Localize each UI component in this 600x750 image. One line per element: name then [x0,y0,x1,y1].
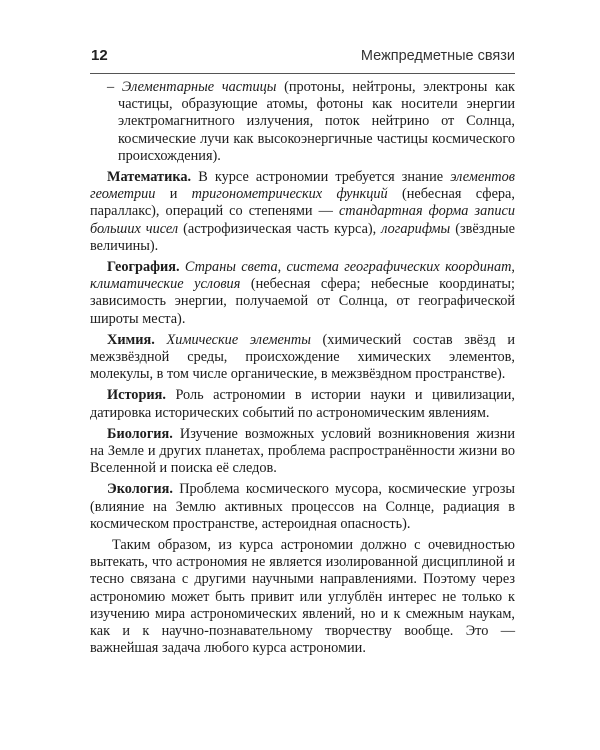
particles-list-item [90,79,515,165]
text-fragment: В курсе астрономии требуется знание [191,169,451,186]
particles-term: Элементарные частицы [121,79,277,95]
paragraph-geography [90,259,515,328]
particles-text: (протоны, нейтроны, электроны как частицы, образующие атомы, фотоны как носители энергии электромагнитного излучения, поток нейтрино от Солнца, космические лучи как высокоэнергичные частицы космического происхождения). [118,79,516,164]
text-fragment: , [511,259,515,276]
page-number: 12 [91,47,108,64]
text-fragment: , [277,259,287,276]
heading-geography: География. [107,259,180,276]
paragraph-history [90,387,515,421]
paragraph-mathematics [90,169,515,255]
heading-history: История. [107,387,166,404]
list-dash: – [107,79,115,95]
text-fragment: Проблема космического мусора, космические угрозы (влияние на Землю активных процессов на Солнце, радиация в космическом пространстве, астероидная опасность). [90,481,515,532]
paragraph-chemistry [90,332,515,384]
text-fragment: Изучение возможных условий возникновения жизни на Земле и других планетах, проблема распространённости жизни во Вселенной и поиска её следов. [90,425,515,477]
page-header [90,47,515,69]
text-fragment: Роль астрономии в истории науки и цивилизации, датировка исторических событий по астрономическим явлениям. [90,387,515,421]
paragraph-ecology [90,481,515,533]
italic-term: климатические условия [90,276,241,293]
text-fragment: (небесная сфера; небесные координаты; зависимость энергии, получаемой от Солнца, от географической широты места). [90,276,515,327]
text-fragment: и [155,186,192,203]
text-fragment: (астрофизическая часть курса), [178,220,382,237]
heading-biology: Биология. [107,425,173,442]
heading-ecology: Экология. [107,481,173,498]
italic-term: Химические элементы [154,331,311,348]
running-title: Межпредметные связи [360,48,515,64]
text-fragment: (химический состав звёзд и межзвёздной среды, происхождение химических элементов, молекулы, в том числе органические, в межзвёздном пространстве). [90,331,515,383]
header-divider [90,73,515,74]
heading-mathematics: Математика. [107,169,192,186]
page-body [90,79,515,662]
italic-term: элементов геометрии [90,169,515,203]
italic-term: тригонометрических функций [191,186,388,203]
italic-term: логарифмы [381,220,451,237]
italic-term: система географических координат [286,259,512,276]
heading-chemistry: Химия. [107,331,155,348]
italic-term: стандартная форма записи больших чисел [90,203,516,237]
paragraph-biology [90,426,515,478]
text-fragment: (небесная сфера, параллакс), операций со степенями — [90,186,515,220]
text-fragment: (звёздные величины). [90,220,515,254]
paragraph-conclusion: Таким образом, из курса астрономии должно с очевидностью вытекать, что астрономия не является изолированной дисциплиной и тесно связана с другими научными направлениями. Поэтому через астрономию может быть привит или углублён интерес не только к изучению мира астрономических явлений, но и к смежным наукам, как и к научно-познавательному творчеству вообще. Это — важнейшая задача любого курса астрономии. [90,537,515,657]
italic-term: Страны света [179,259,278,276]
